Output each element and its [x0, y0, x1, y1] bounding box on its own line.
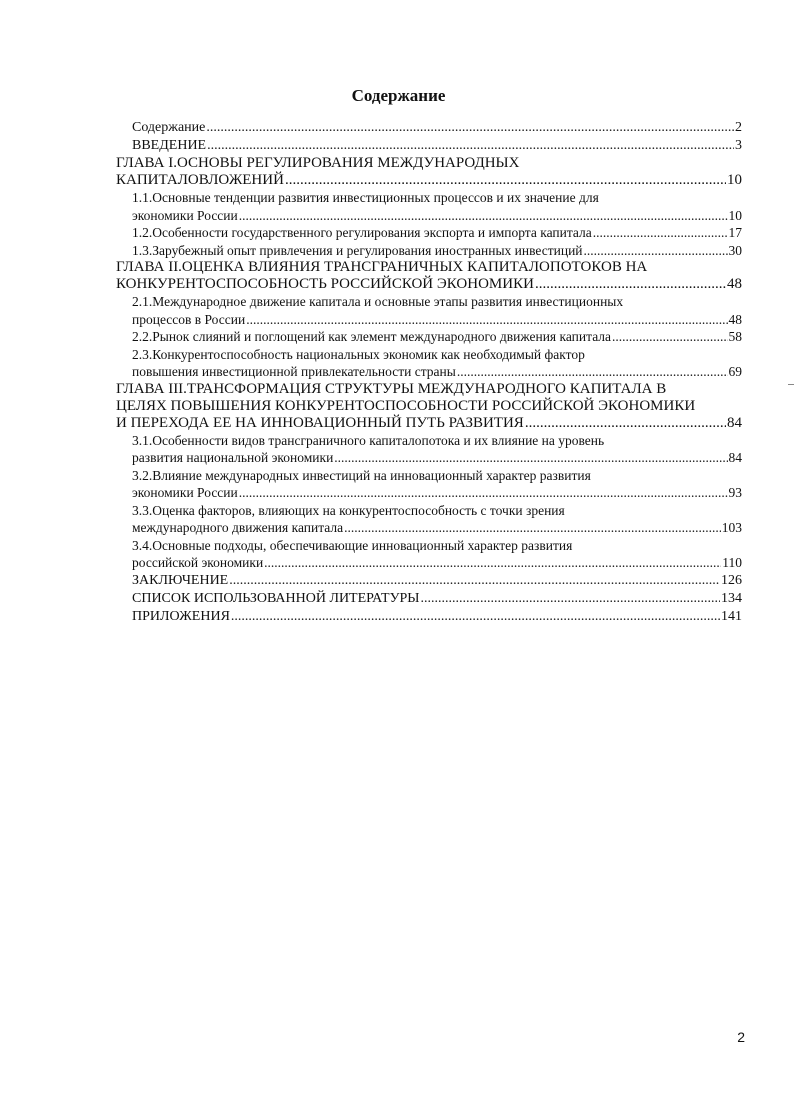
toc-entry-label: 1.3.Зарубежный опыт привлечения и регулирования иностранных инвестиций [132, 242, 583, 258]
dot-leader [229, 572, 720, 590]
toc-entry-page: 126 [721, 572, 742, 588]
toc-entry-line [116, 415, 742, 432]
toc-entry-page: 84 [728, 450, 742, 465]
dot-leader [264, 554, 721, 572]
toc-entry[interactable] [116, 328, 742, 346]
margin-mark [788, 384, 794, 385]
toc-entry-page: 48 [727, 276, 742, 292]
toc-entry-text-line: 3.1.Особенности видов трансграничного капиталопотока и их влияние на уровень [132, 432, 605, 448]
toc-chapter-entry[interactable] [116, 259, 742, 293]
dot-leader [206, 119, 734, 137]
dot-leader [593, 224, 728, 242]
dot-leader [239, 484, 728, 502]
toc-entry-page: 10 [728, 207, 742, 223]
toc-entry-page: 134 [721, 590, 742, 606]
toc-entry-text-line: 2.3.Конкурентоспособность национальных экономик как необходимый фактор [132, 346, 585, 362]
toc-entry[interactable] [116, 572, 742, 590]
toc-chapter-entry[interactable] [116, 155, 742, 189]
toc-entry-line [132, 572, 742, 590]
toc-entry-label: ЗАКЛЮЧЕНИЕ [132, 572, 229, 588]
toc-entry[interactable] [116, 537, 742, 572]
toc-entry-label: СПИСОК ИСПОЛЬЗОВАННОЙ ЛИТЕРАТУРЫ [132, 590, 420, 606]
toc-entry-text-line: 3.4.Основные подходы, обеспечивающие инновационный характер развития [132, 537, 573, 553]
toc-entry-text-line: 1.1.Основные тенденции развития инвестиционных процессов и их значение для [132, 190, 599, 205]
table-of-contents [116, 119, 742, 626]
toc-entry-text-line: ГЛАВА II.ОЦЕНКА ВЛИЯНИЯ ТРАНСГРАНИЧНЫХ КАПИТАЛОПОТОКОВ НА [116, 259, 648, 275]
toc-entry[interactable] [116, 119, 742, 137]
dot-leader [334, 449, 727, 467]
toc-entry[interactable] [116, 189, 742, 224]
toc-entry-page: 3 [735, 138, 742, 153]
dot-leader [525, 415, 726, 432]
toc-entry[interactable] [116, 502, 742, 537]
toc-entry[interactable] [116, 137, 742, 155]
toc-entry-label: ПРИЛОЖЕНИЯ [132, 608, 230, 624]
toc-entry[interactable] [116, 242, 742, 260]
dot-leader [239, 207, 728, 225]
toc-chapter-entry[interactable] [116, 381, 742, 432]
toc-entry-line [132, 484, 742, 502]
toc-entry-label: И ПЕРЕХОДА ЕЕ НА ИННОВАЦИОННЫЙ ПУТЬ РАЗВИТИЯ [116, 414, 524, 431]
toc-entry-line [132, 207, 742, 225]
toc-entry[interactable] [116, 224, 742, 242]
toc-entry-label: КОНКУРЕНТОСПОСОБНОСТЬ РОССИЙСКОЙ ЭКОНОМИКИ [116, 276, 534, 292]
dot-leader [207, 137, 734, 155]
toc-entry-line [116, 276, 742, 293]
dot-leader [457, 363, 728, 381]
dot-leader [344, 519, 721, 537]
dot-leader [584, 242, 728, 260]
toc-entry-page: 10 [727, 172, 742, 188]
toc-entry-label: Содержание [132, 120, 206, 135]
toc-entry-label: российской экономики [132, 555, 264, 570]
dot-leader [612, 328, 727, 346]
toc-entry-line [132, 311, 742, 329]
toc-entry-text-line: 3.2.Влияние международных инвестиций на инновационный характер развития [132, 467, 591, 483]
dot-leader [285, 172, 726, 189]
toc-entry-line [132, 449, 742, 467]
toc-entry-page: 17 [728, 225, 742, 240]
toc-entry-page: 58 [728, 329, 742, 344]
toc-entry-page: 48 [728, 311, 742, 327]
toc-entry-line [132, 590, 742, 608]
toc-entry-text-line: ГЛАВА I.ОСНОВЫ РЕГУЛИРОВАНИЯ МЕЖДУНАРОДНЫХ [116, 155, 520, 171]
toc-entry[interactable] [116, 432, 742, 467]
toc-entry-label: КАПИТАЛОВЛОЖЕНИЙ [116, 172, 284, 188]
toc-entry-page: 2 [735, 120, 742, 135]
toc-entry-line [132, 554, 742, 572]
toc-entry-text-line: ГЛАВА III.ТРАНСФОРМАЦИЯ СТРУКТУРЫ МЕЖДУНАРОДНОГО КАПИТАЛА В [116, 380, 667, 397]
toc-entry-label: повышения инвестиционной привлекательности страны [132, 364, 456, 379]
toc-entry[interactable] [116, 608, 742, 626]
toc-entry[interactable] [116, 346, 742, 381]
toc-entry-label: экономики России [132, 485, 238, 500]
toc-entry-line [132, 363, 742, 381]
dot-leader [246, 311, 727, 329]
dot-leader [535, 276, 726, 293]
toc-entry-label: ВВЕДЕНИЕ [132, 138, 207, 153]
toc-entry-line [132, 608, 742, 626]
toc-entry-text-line: ЦЕЛЯХ ПОВЫШЕНИЯ КОНКУРЕНТОСПОСОБНОСТИ РОССИЙСКОЙ ЭКОНОМИКИ [116, 397, 696, 414]
toc-entry-line [132, 328, 742, 346]
toc-entry-line [132, 242, 742, 260]
toc-entry[interactable] [116, 590, 742, 608]
toc-entry-label: экономики России [132, 207, 238, 223]
page-number: 2 [737, 1029, 745, 1045]
toc-entry-page: 69 [728, 364, 742, 379]
toc-entry[interactable] [116, 293, 742, 328]
toc-entry-page: 93 [728, 485, 742, 500]
toc-entry-page: 110 [722, 555, 742, 570]
toc-entry-line [132, 519, 742, 537]
page-title: Содержание [351, 86, 446, 105]
toc-entry-line [132, 137, 742, 155]
toc-entry-text-line: 3.3.Оценка факторов, влияющих на конкурентоспособность с точки зрения [132, 502, 565, 518]
dot-leader [231, 608, 720, 626]
toc-entry-line [132, 119, 742, 137]
toc-entry[interactable] [116, 467, 742, 502]
toc-entry-page: 141 [721, 608, 742, 624]
toc-entry-page: 84 [727, 414, 742, 431]
toc-entry-page: 30 [728, 242, 742, 258]
dot-leader [421, 590, 721, 608]
toc-entry-label: 1.2.Особенности государственного регулирования экспорта и импорта капитала [132, 225, 592, 240]
toc-entry-text-line: 2.1.Международное движение капитала и основные этапы развития инвестиционных [132, 294, 624, 309]
toc-entry-label: 2.2.Рынок слияний и поглощений как элемент международного движения капитала [132, 329, 612, 344]
toc-entry-label: международного движения капитала [132, 520, 344, 535]
toc-entry-line [116, 172, 742, 189]
toc-entry-page: 103 [721, 520, 742, 535]
toc-entry-label: развития национальной экономики [132, 450, 334, 465]
toc-entry-label: процессов в России [132, 311, 246, 327]
toc-entry-line [132, 224, 742, 242]
